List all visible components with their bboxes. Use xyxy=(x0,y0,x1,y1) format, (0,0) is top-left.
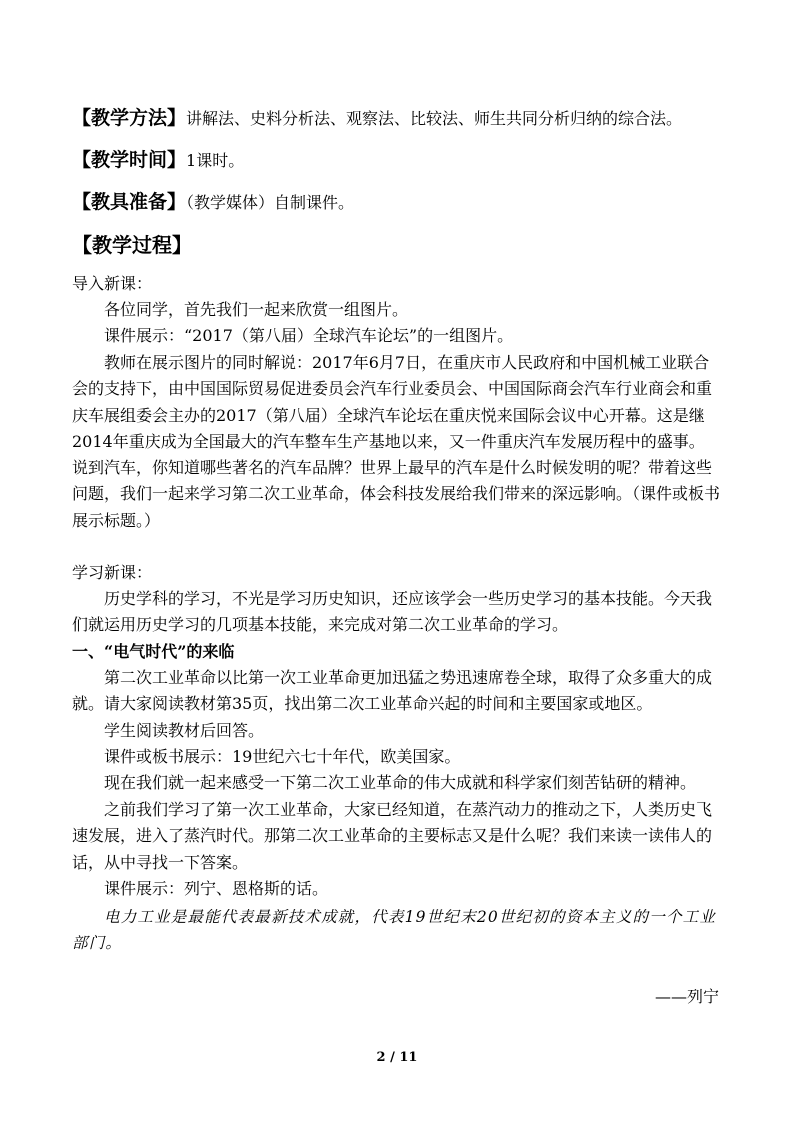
new-lesson-label: 学习新课： xyxy=(72,563,153,582)
intro-label: 导入新课： xyxy=(72,274,153,293)
page-number: 2 / 11 xyxy=(376,1050,418,1065)
paragraph: 各位同学，首先我们一起来欣赏一组图片。 xyxy=(104,300,409,319)
section-text: （教学媒体）自制课件。 xyxy=(186,193,355,212)
section-teaching-tools xyxy=(72,190,354,215)
section-heading: 【教学方法】 xyxy=(72,107,187,129)
section-teaching-process xyxy=(72,233,192,259)
paragraph: 现在我们就一起来感受一下第二次工业革命的伟大成就和科学家们刻苦钻研的精神。 xyxy=(104,773,697,792)
section-text: 讲解法、史料分析法、观察法、比较法、师生共同分析归纳的综合法。 xyxy=(186,109,683,128)
paragraph: 课件或板书展示：19世纪六七十年代，欧美国家。 xyxy=(104,747,461,766)
section-heading: 【教学时间】 xyxy=(72,149,187,171)
section-teaching-method xyxy=(72,106,682,131)
quote-text: 电力工业是最能代表最新技术成就，代表19世纪末20世纪初的资本主义的一个工业部门。 xyxy=(72,908,717,952)
quote-attribution: ——列宁 xyxy=(654,987,719,1006)
paragraph: 课件展示：列宁、恩格斯的话。 xyxy=(104,879,329,898)
paragraph: 历史学科的学习，不光是学习历史知识，还应该学会一些历史学习的基本技能。今天我们就运用历史学习的几项基本技能，来完成对第二次工业革命的学习。 xyxy=(72,589,713,635)
section-heading: 【教学过程】 xyxy=(72,233,192,257)
section-text: 1课时。 xyxy=(186,151,245,170)
section-heading: 【教具准备】 xyxy=(72,191,187,213)
paragraph: 教师在展示图片的同时解说：2017年6月7日，在重庆市人民政府和中国机械工业联合会的支持下，由中国国际贸易促进委员会汽车行业委员会、中国国际商会汽车行业商会和重庆车展组委会主办的2017（第八届）全球汽车论坛在重庆悦来国际会议中心开幕。这是继2014年重庆成为全国最大的汽车整车生产基地以来，又一件重庆汽车发展历程中的盛事。说到汽车，你知道哪些著名的汽车品牌？世界上最早的汽车是什么时候发明的呢？带着这些问题，我们一起来学习第二次工业革命，体会科技发展给我们带来的深远影响。（课件或板书展示标题。） xyxy=(72,353,721,530)
paragraph: 第二次工业革命以比第一次工业革命更加迅猛之势迅速席卷全球，取得了众多重大的成就。请大家阅读教材第35页，找出第二次工业革命兴起的时间和主要国家或地区。 xyxy=(72,668,713,714)
subsection-heading: 一、“电气时代”的来临 xyxy=(72,642,235,661)
paragraph: 课件展示：“2017（第八届）全球汽车论坛”的一组图片。 xyxy=(104,326,514,345)
paragraph: 之前我们学习了第一次工业革命，大家已经知道，在蒸汽动力的推动之下，人类历史飞速发展，进入了蒸汽时代。那第二次工业革命的主要标志又是什么呢？我们来读一读伟人的话，从中寻找一下答案。 xyxy=(72,800,713,872)
paragraph: 学生阅读教材后回答。 xyxy=(104,721,265,740)
section-teaching-time xyxy=(72,148,244,173)
